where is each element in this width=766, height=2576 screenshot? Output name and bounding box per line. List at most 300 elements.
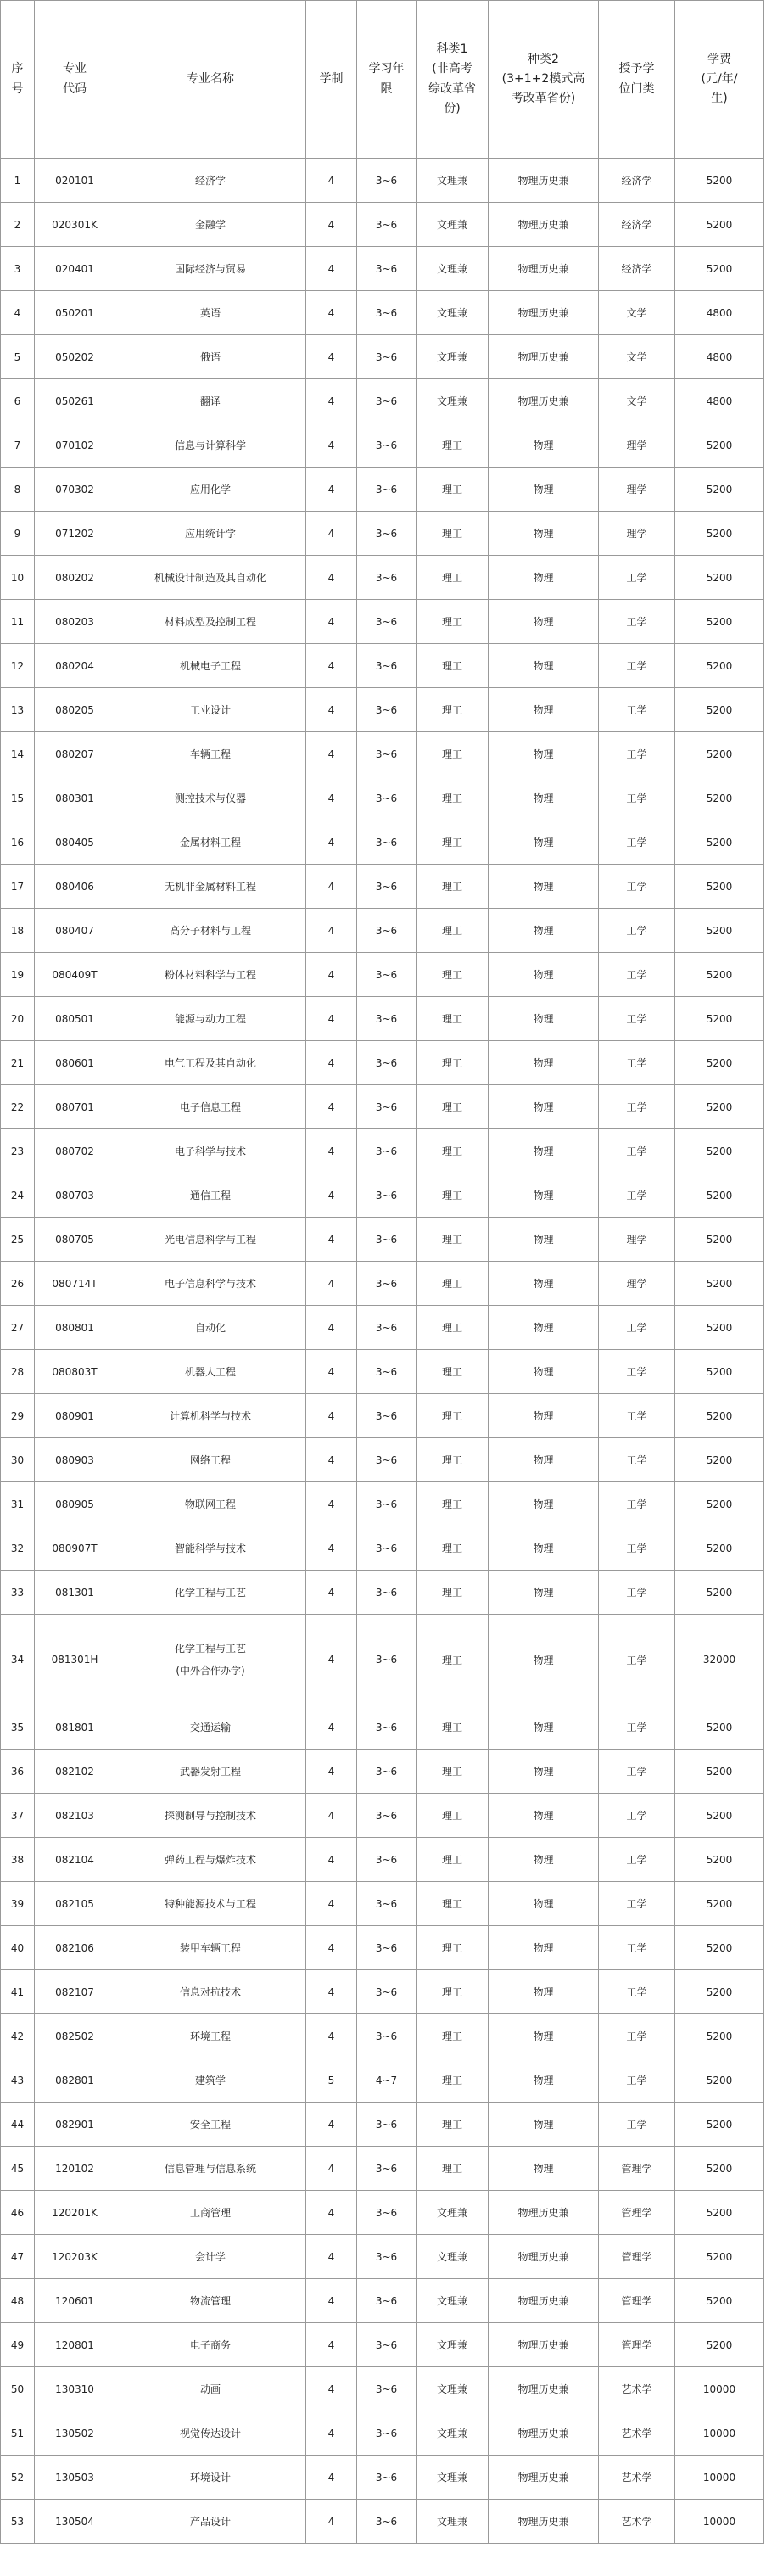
cell-name — [115, 468, 306, 512]
cell-code: 080901 — [35, 1394, 115, 1438]
cell-category2: 物理 — [489, 1970, 599, 2014]
cell-name — [115, 1306, 306, 1350]
table-row — [1, 512, 764, 556]
cell-degree: 工学 — [599, 1794, 675, 1838]
cell-range: 4~7 — [357, 2058, 417, 2103]
cell-no: 3 — [1, 247, 35, 291]
cell-degree: 经济学 — [599, 159, 675, 203]
header-line: 专业名称 — [187, 71, 234, 86]
major-name-line: 视觉传达设计 — [179, 2428, 241, 2439]
cell-range: 3~6 — [357, 2191, 417, 2235]
cell-degree: 管理学 — [599, 2191, 675, 2235]
major-name-line: 工商管理 — [189, 2207, 231, 2219]
cell-degree: 工学 — [599, 1750, 675, 1794]
cell-category2: 物理 — [489, 1129, 599, 1173]
cell-degree: 工学 — [599, 644, 675, 688]
cell-category1: 文理兼 — [417, 2323, 489, 2367]
cell-category2: 物理 — [489, 732, 599, 776]
cell-no: 28 — [1, 1350, 35, 1394]
header-range — [357, 1, 417, 159]
table-row — [1, 1794, 764, 1838]
cell-degree: 文学 — [599, 335, 675, 379]
table-row — [1, 776, 764, 820]
cell-category2: 物理 — [489, 1705, 599, 1750]
cell-code: 082106 — [35, 1926, 115, 1970]
cell-range: 3~6 — [357, 2456, 417, 2500]
cell-degree: 工学 — [599, 1526, 675, 1571]
table-row — [1, 2456, 764, 2500]
cell-fee: 5200 — [675, 1438, 764, 1482]
cell-degree: 工学 — [599, 1571, 675, 1615]
cell-range: 3~6 — [357, 2103, 417, 2147]
cell-category1: 文理兼 — [417, 203, 489, 247]
header-line: 学费 — [707, 52, 731, 66]
cell-code: 080202 — [35, 556, 115, 600]
cell-category1: 文理兼 — [417, 2279, 489, 2323]
cell-no: 12 — [1, 644, 35, 688]
cell-name — [115, 556, 306, 600]
major-name-line: 交通运输 — [189, 1722, 231, 1733]
cell-category1: 理工 — [417, 1173, 489, 1218]
cell-code: 120203K — [35, 2235, 115, 2279]
major-name-line: 机械电子工程 — [179, 660, 241, 672]
cell-range: 3~6 — [357, 291, 417, 335]
cell-degree: 工学 — [599, 1970, 675, 2014]
cell-degree: 艺术学 — [599, 2367, 675, 2411]
major-name-line: 自动化 — [194, 1322, 226, 1334]
cell-category1: 理工 — [417, 2103, 489, 2147]
cell-degree: 工学 — [599, 2103, 675, 2147]
cell-category2: 物理历史兼 — [489, 247, 599, 291]
cell-category2: 物理 — [489, 997, 599, 1041]
cell-fee: 5200 — [675, 776, 764, 820]
cell-no: 14 — [1, 732, 35, 776]
cell-range: 3~6 — [357, 1262, 417, 1306]
cell-category2: 物理 — [489, 512, 599, 556]
cell-fee: 10000 — [675, 2367, 764, 2411]
cell-code: 050202 — [35, 335, 115, 379]
cell-category2: 物理 — [489, 688, 599, 732]
table-row — [1, 159, 764, 203]
major-name-line: 装甲车辆工程 — [179, 1942, 241, 1954]
cell-name — [115, 291, 306, 335]
cell-no: 26 — [1, 1262, 35, 1306]
cell-code: 080705 — [35, 1218, 115, 1262]
cell-code: 020301K — [35, 203, 115, 247]
cell-category1: 理工 — [417, 1218, 489, 1262]
cell-range: 3~6 — [357, 953, 417, 997]
cell-category2: 物理历史兼 — [489, 2235, 599, 2279]
cell-years: 4 — [306, 2191, 357, 2235]
cell-years: 4 — [306, 820, 357, 865]
cell-fee: 5200 — [675, 2014, 764, 2058]
major-name-line: 特种能源技术与工程 — [164, 1898, 256, 1910]
cell-category1: 理工 — [417, 1838, 489, 1882]
cell-category1: 理工 — [417, 1129, 489, 1173]
cell-range: 3~6 — [357, 1438, 417, 1482]
cell-degree: 艺术学 — [599, 2500, 675, 2544]
cell-code: 081301 — [35, 1571, 115, 1615]
cell-range: 3~6 — [357, 600, 417, 644]
cell-category2: 物理 — [489, 1926, 599, 1970]
major-name-line: 应用统计学 — [184, 528, 236, 540]
cell-name — [115, 1350, 306, 1394]
header-years — [306, 1, 357, 159]
cell-category2: 物理 — [489, 1438, 599, 1482]
cell-category2: 物理历史兼 — [489, 2411, 599, 2456]
major-name-line: 测控技术与仪器 — [174, 792, 246, 804]
cell-code: 082502 — [35, 2014, 115, 2058]
cell-fee: 5200 — [675, 600, 764, 644]
cell-fee: 5200 — [675, 1970, 764, 2014]
cell-degree: 经济学 — [599, 203, 675, 247]
cell-fee: 5200 — [675, 1394, 764, 1438]
cell-name — [115, 2411, 306, 2456]
cell-range: 3~6 — [357, 1794, 417, 1838]
cell-name — [115, 1173, 306, 1218]
cell-years: 4 — [306, 2411, 357, 2456]
cell-years: 4 — [306, 1970, 357, 2014]
cell-degree: 工学 — [599, 1350, 675, 1394]
cell-category1: 理工 — [417, 1615, 489, 1705]
major-name-line: 经济学 — [194, 175, 226, 187]
cell-range: 3~6 — [357, 1218, 417, 1262]
cell-category2: 物理 — [489, 2058, 599, 2103]
cell-name — [115, 688, 306, 732]
header-line: 序 — [11, 62, 24, 76]
cell-degree: 工学 — [599, 732, 675, 776]
cell-name — [115, 997, 306, 1041]
cell-category1: 文理兼 — [417, 2456, 489, 2500]
cell-range: 3~6 — [357, 1306, 417, 1350]
header-row — [1, 1, 764, 159]
cell-years: 4 — [306, 247, 357, 291]
cell-no: 11 — [1, 600, 35, 644]
cell-name — [115, 2235, 306, 2279]
cell-category1: 理工 — [417, 1970, 489, 2014]
cell-no: 48 — [1, 2279, 35, 2323]
cell-category2: 物理 — [489, 644, 599, 688]
cell-category1: 理工 — [417, 997, 489, 1041]
cell-years: 4 — [306, 2235, 357, 2279]
major-name-line: 计算机科学与技术 — [169, 1410, 251, 1422]
cell-category2: 物理历史兼 — [489, 379, 599, 423]
cell-name — [115, 512, 306, 556]
cell-category2: 物理 — [489, 2147, 599, 2191]
cell-no: 21 — [1, 1041, 35, 1085]
table-row — [1, 1882, 764, 1926]
cell-code: 080702 — [35, 1129, 115, 1173]
cell-category1: 理工 — [417, 820, 489, 865]
cell-years: 4 — [306, 997, 357, 1041]
major-name-line: 武器发射工程 — [179, 1766, 241, 1778]
cell-category1: 理工 — [417, 776, 489, 820]
cell-degree: 文学 — [599, 379, 675, 423]
cell-fee: 5200 — [675, 2235, 764, 2279]
cell-category2: 物理历史兼 — [489, 203, 599, 247]
cell-name — [115, 1129, 306, 1173]
cell-range: 3~6 — [357, 2411, 417, 2456]
cell-years: 4 — [306, 468, 357, 512]
cell-years: 4 — [306, 423, 357, 468]
cell-category2: 物理历史兼 — [489, 2367, 599, 2411]
cell-code: 080903 — [35, 1438, 115, 1482]
major-name-line: 金融学 — [194, 219, 226, 231]
cell-years: 4 — [306, 1794, 357, 1838]
cell-code: 082901 — [35, 2103, 115, 2147]
cell-range: 3~6 — [357, 1838, 417, 1882]
cell-fee: 10000 — [675, 2411, 764, 2456]
cell-years: 4 — [306, 2500, 357, 2544]
cell-range: 3~6 — [357, 379, 417, 423]
cell-code: 081801 — [35, 1705, 115, 1750]
cell-degree: 工学 — [599, 1438, 675, 1482]
major-name-line: 网络工程 — [189, 1454, 231, 1466]
table-row — [1, 2191, 764, 2235]
cell-no: 20 — [1, 997, 35, 1041]
table-row — [1, 1571, 764, 1615]
cell-no: 37 — [1, 1794, 35, 1838]
cell-range: 3~6 — [357, 644, 417, 688]
table-row — [1, 1085, 764, 1129]
major-name-line: 化学工程与工艺 — [174, 1587, 246, 1599]
table-row — [1, 1350, 764, 1394]
major-name-line: 金属材料工程 — [179, 837, 241, 848]
table-row — [1, 2323, 764, 2367]
table-row — [1, 291, 764, 335]
header-line: 生) — [711, 92, 728, 106]
header-line: 限 — [380, 81, 393, 96]
cell-fee: 4800 — [675, 379, 764, 423]
cell-range: 3~6 — [357, 865, 417, 909]
header-line: (非高考 — [432, 62, 472, 76]
cell-range: 3~6 — [357, 1394, 417, 1438]
cell-no: 9 — [1, 512, 35, 556]
cell-category1: 理工 — [417, 1882, 489, 1926]
cell-name — [115, 1526, 306, 1571]
table-row — [1, 1838, 764, 1882]
cell-code: 120801 — [35, 2323, 115, 2367]
cell-years: 4 — [306, 203, 357, 247]
cell-fee: 5200 — [675, 688, 764, 732]
table-row — [1, 820, 764, 865]
header-fee — [675, 1, 764, 159]
cell-range: 3~6 — [357, 1526, 417, 1571]
cell-degree: 工学 — [599, 1394, 675, 1438]
cell-name — [115, 423, 306, 468]
cell-category1: 理工 — [417, 865, 489, 909]
cell-name — [115, 159, 306, 203]
cell-name — [115, 1926, 306, 1970]
cell-category2: 物理 — [489, 1173, 599, 1218]
cell-fee: 5200 — [675, 159, 764, 203]
cell-degree: 经济学 — [599, 247, 675, 291]
cell-years: 4 — [306, 1482, 357, 1526]
cell-category1: 理工 — [417, 644, 489, 688]
header-line: 授予学 — [618, 62, 655, 76]
cell-code: 071202 — [35, 512, 115, 556]
cell-category1: 理工 — [417, 423, 489, 468]
cell-no: 51 — [1, 2411, 35, 2456]
cell-years: 4 — [306, 291, 357, 335]
cell-fee: 5200 — [675, 1526, 764, 1571]
cell-category2: 物理 — [489, 1262, 599, 1306]
cell-fee: 5200 — [675, 1350, 764, 1394]
cell-category1: 理工 — [417, 556, 489, 600]
cell-name — [115, 1085, 306, 1129]
cell-range: 3~6 — [357, 2147, 417, 2191]
cell-category1: 文理兼 — [417, 159, 489, 203]
cell-category2: 物理历史兼 — [489, 2456, 599, 2500]
cell-fee: 5200 — [675, 909, 764, 953]
cell-category1: 理工 — [417, 600, 489, 644]
table-row — [1, 203, 764, 247]
table-row — [1, 2367, 764, 2411]
cell-degree: 工学 — [599, 1129, 675, 1173]
major-name-line: 英语 — [199, 307, 221, 319]
cell-years: 4 — [306, 2279, 357, 2323]
cell-name — [115, 600, 306, 644]
cell-code: 050261 — [35, 379, 115, 423]
cell-degree: 工学 — [599, 2058, 675, 2103]
header-line: (元/年/ — [701, 71, 738, 86]
cell-name — [115, 1794, 306, 1838]
cell-range: 3~6 — [357, 1705, 417, 1750]
cell-category2: 物理 — [489, 1350, 599, 1394]
header-line: 学制 — [319, 71, 344, 86]
cell-code: 080405 — [35, 820, 115, 865]
table-row — [1, 953, 764, 997]
cell-years: 4 — [306, 1173, 357, 1218]
cell-no: 8 — [1, 468, 35, 512]
cell-code: 130502 — [35, 2411, 115, 2456]
cell-fee: 5200 — [675, 1705, 764, 1750]
major-name-line: 工业设计 — [189, 704, 231, 716]
cell-no: 52 — [1, 2456, 35, 2500]
cell-code: 070102 — [35, 423, 115, 468]
cell-code: 080801 — [35, 1306, 115, 1350]
cell-no: 38 — [1, 1838, 35, 1882]
major-name-line: 国际经济与贸易 — [174, 263, 246, 275]
cell-no: 2 — [1, 203, 35, 247]
header-degree — [599, 1, 675, 159]
cell-no: 42 — [1, 2014, 35, 2058]
cell-category1: 理工 — [417, 1394, 489, 1438]
cell-name — [115, 1615, 306, 1705]
cell-years: 4 — [306, 2367, 357, 2411]
major-name-line: 安全工程 — [189, 2119, 231, 2131]
major-name-line: 电气工程及其自动化 — [164, 1057, 256, 1069]
cell-degree: 工学 — [599, 1838, 675, 1882]
cell-no: 18 — [1, 909, 35, 953]
cell-years: 4 — [306, 1926, 357, 1970]
cell-degree: 工学 — [599, 776, 675, 820]
cell-category1: 文理兼 — [417, 335, 489, 379]
cell-years: 4 — [306, 909, 357, 953]
cell-range: 3~6 — [357, 820, 417, 865]
cell-category2: 物理历史兼 — [489, 2191, 599, 2235]
major-name-line: 电子信息工程 — [179, 1101, 241, 1113]
cell-name — [115, 1882, 306, 1926]
cell-degree: 管理学 — [599, 2235, 675, 2279]
cell-name — [115, 2191, 306, 2235]
cell-fee: 5200 — [675, 2191, 764, 2235]
cell-code: 080714T — [35, 1262, 115, 1306]
cell-fee: 10000 — [675, 2500, 764, 2544]
cell-code: 050201 — [35, 291, 115, 335]
cell-code: 080204 — [35, 644, 115, 688]
cell-range: 3~6 — [357, 556, 417, 600]
header-line: 种类2 — [528, 52, 559, 66]
cell-name — [115, 1218, 306, 1262]
cell-category1: 理工 — [417, 953, 489, 997]
major-name-line: 会计学 — [194, 2251, 226, 2263]
cell-degree: 工学 — [599, 1705, 675, 1750]
cell-range: 3~6 — [357, 1615, 417, 1705]
table-row — [1, 1262, 764, 1306]
cell-no: 1 — [1, 159, 35, 203]
table-body — [1, 159, 764, 2544]
cell-no: 24 — [1, 1173, 35, 1218]
table-row — [1, 1306, 764, 1350]
cell-category2: 物理 — [489, 1218, 599, 1262]
cell-degree: 工学 — [599, 1615, 675, 1705]
cell-years: 4 — [306, 335, 357, 379]
cell-fee: 4800 — [675, 335, 764, 379]
table-row — [1, 1041, 764, 1085]
cell-no: 40 — [1, 1926, 35, 1970]
cell-degree: 艺术学 — [599, 2411, 675, 2456]
cell-fee: 5200 — [675, 468, 764, 512]
cell-degree: 理学 — [599, 423, 675, 468]
cell-range: 3~6 — [357, 1173, 417, 1218]
cell-years: 4 — [306, 600, 357, 644]
table-row — [1, 247, 764, 291]
major-name-line: 电子信息科学与技术 — [164, 1278, 256, 1290]
cell-name — [115, 335, 306, 379]
cell-fee: 5200 — [675, 1571, 764, 1615]
cell-category1: 理工 — [417, 2014, 489, 2058]
cell-range: 3~6 — [357, 2014, 417, 2058]
cell-category2: 物理历史兼 — [489, 2323, 599, 2367]
cell-category2: 物理 — [489, 2103, 599, 2147]
cell-no: 49 — [1, 2323, 35, 2367]
cell-code: 020101 — [35, 159, 115, 203]
cell-category1: 文理兼 — [417, 247, 489, 291]
table-row — [1, 2279, 764, 2323]
cell-category2: 物理 — [489, 1482, 599, 1526]
header-category2 — [489, 1, 599, 159]
cell-code: 082104 — [35, 1838, 115, 1882]
cell-degree: 管理学 — [599, 2147, 675, 2191]
cell-name — [115, 1394, 306, 1438]
cell-category2: 物理 — [489, 909, 599, 953]
cell-category2: 物理 — [489, 1306, 599, 1350]
major-name-line: 建筑学 — [194, 2075, 226, 2086]
cell-code: 130503 — [35, 2456, 115, 2500]
cell-fee: 5200 — [675, 1838, 764, 1882]
cell-years: 4 — [306, 2103, 357, 2147]
cell-fee: 5200 — [675, 1041, 764, 1085]
cell-years: 4 — [306, 379, 357, 423]
cell-years: 4 — [306, 2147, 357, 2191]
cell-degree: 工学 — [599, 556, 675, 600]
cell-name — [115, 1970, 306, 2014]
cell-category2: 物理历史兼 — [489, 335, 599, 379]
cell-code: 082801 — [35, 2058, 115, 2103]
header-code — [35, 1, 115, 159]
cell-name — [115, 2058, 306, 2103]
